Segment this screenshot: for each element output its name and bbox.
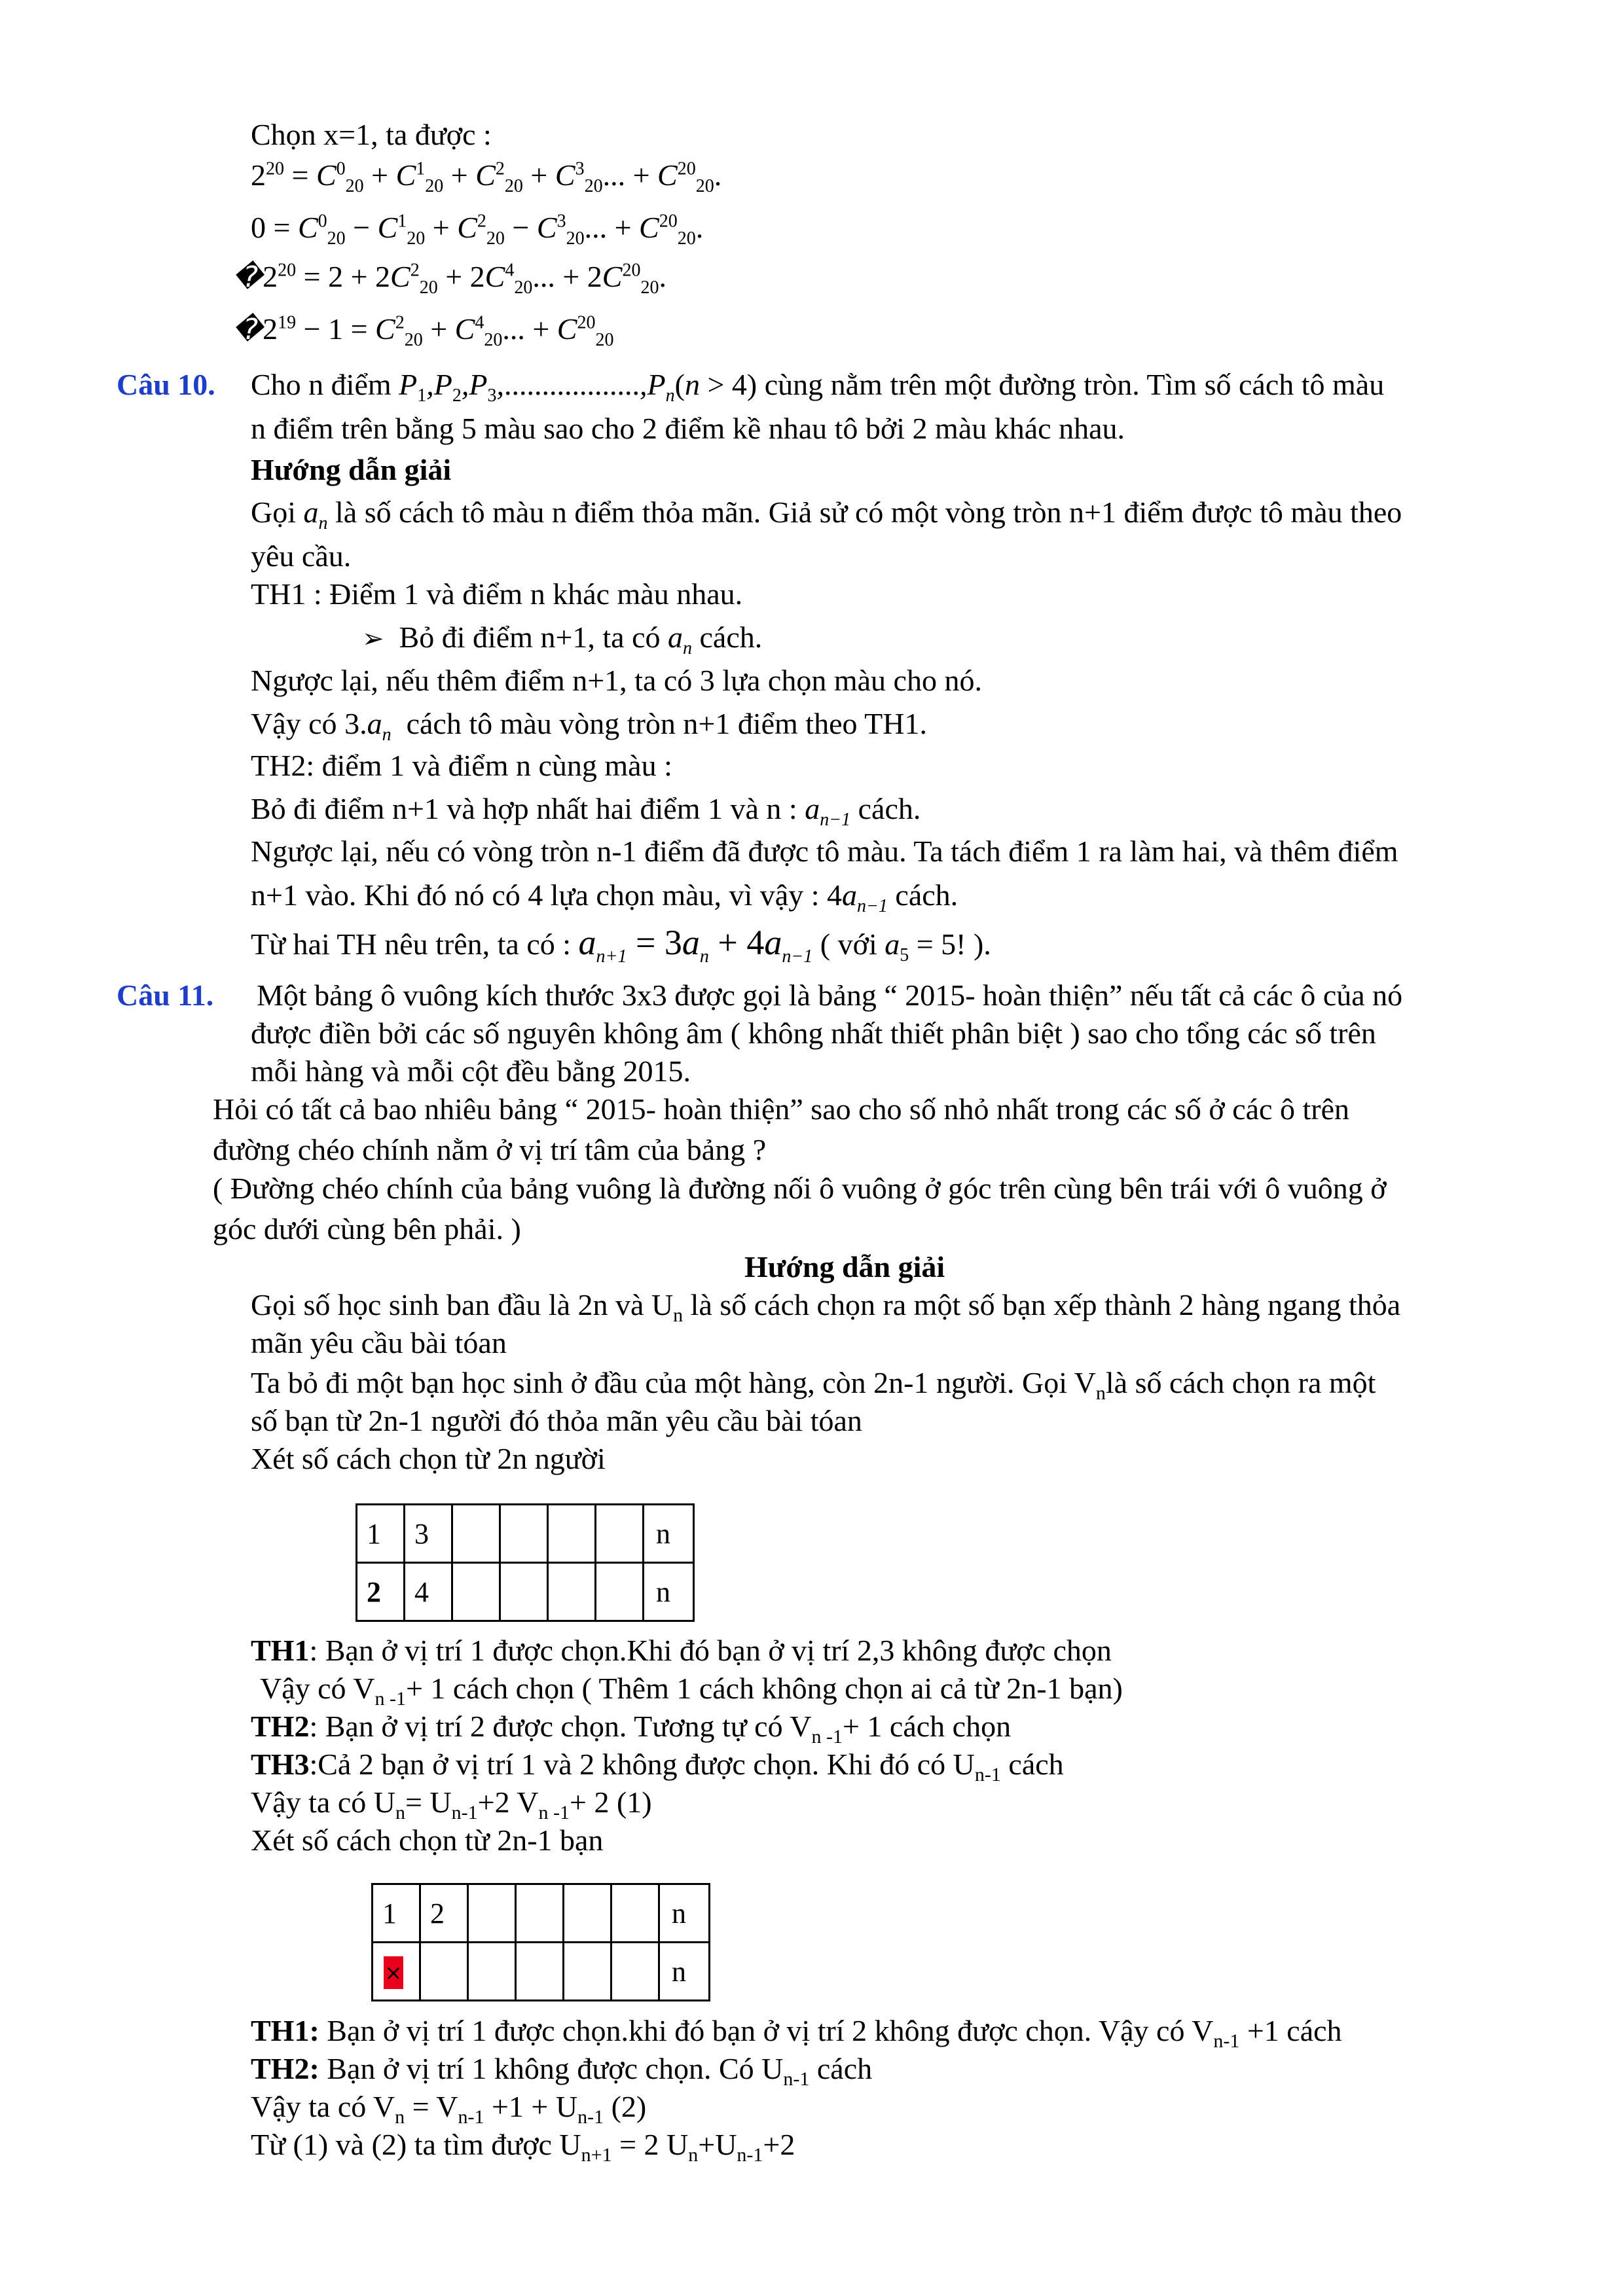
text-line: Chọn x=1, ta được : [251,118,492,151]
formula-result: $�2^{19} - 1 = C^2_{20} + C^4_{20}$... + $C^{20}_{20}$ [233,312,614,351]
table-cell: n [659,1884,710,1943]
seating-table-2n-minus-1 [371,1883,710,2001]
text-line: Từ (1) và (2) ta tìm được $U_{n+1} = 2$ $U_n+U_{n-1}+2$ [251,2128,795,2166]
table-cell: 2 [420,1884,468,1943]
table-cell [596,1563,644,1621]
formula-alternating: $0 = C^0_{20} - C^1_{20} + C^2_{20} - C^3_{20}$... + $C^{20}_{20}$. [251,211,704,249]
table-cell [564,1884,611,1943]
text-line: Gọi $a_n$ là số cách tô màu n điểm thỏa mãn. Giả sử có một vòng tròn n+1 điểm được tô màu theo [251,495,1402,534]
table-cell: n [659,1943,710,2001]
question-10-line [117,367,215,403]
table-cell [516,1884,564,1943]
text-line: n+1 vào. Khi đó nó có 4 lựa chọn màu, vì vậy : $4a_{n-1}$ cách. [251,878,958,917]
question-11-line [117,977,213,1014]
table-cell [373,1943,420,2001]
question-10-text: Cho n điểm $P_1,P_2,P_3,..................,P_n(n > 4)$ cùng nằm trên một đường tròn. Tìm số cách tô màu [251,368,1385,406]
bullet-line: ➢ Bỏ đi điểm n+1, ta có $a_n$ cách. [362,620,763,659]
section-heading: Hướng dẫn giải [251,453,452,486]
text-line: TH1 : Điểm 1 và điểm n khác màu nhau. [251,577,743,611]
question-label: Câu 11. [117,978,214,1012]
text-line: Vậy ta có $U_n= U_{n-1}+2$ $V_{n -1}+ 2$ (1) [251,1785,652,1823]
table-cell: n [644,1563,694,1621]
formula-even-sum: $�2^{20} = 2 + 2C^2_{20} + 2C^4_{20}$... + $2C^{20}_{20}$. [233,260,666,298]
table-cell: 1 [357,1505,405,1563]
table-cell [500,1505,548,1563]
question-label: Câu 10. [117,368,215,401]
text-line: Ngược lại, nếu có vòng tròn n-1 điểm đã được tô màu. Ta tách điểm 1 ra làm hai, và thêm điểm [251,834,1398,868]
recurrence-line: Từ hai TH nêu trên, ta có : $a_{n+1} = 3a_n + 4a_{n-1}$ ( với $a_5 = 5$! ). [251,923,991,967]
text-line: Xét số cách chọn từ 2n người [251,1442,606,1475]
formula-sum-all: $2^{20} = C^0_{20} + C^1_{20} + C^2_{20} + C^3_{20}$... + $C^{20}_{20}$. [251,158,722,197]
table-cell: 3 [405,1505,452,1563]
text-line: TH3:Cả 2 bạn ở vị trí 1 và 2 không được chọn. Khi đó có $U_{n-1}$ cách [251,1748,1064,1785]
table-cell: 2 [357,1563,405,1621]
text-line: Vậy có $V_{n -1}+ 1$ cách chọn ( Thêm 1 cách không chọn ai cả từ 2n-1 bạn) [260,1672,1123,1710]
text-line: số bạn từ 2n-1 người đó thỏa mãn yêu cầu bài tóan [251,1404,862,1437]
text-line: đường chéo chính nằm ở vị trí tâm của bảng ? [213,1133,767,1166]
table-cell [468,1884,516,1943]
seating-table-2n [356,1503,695,1622]
text-line: yêu cầu. [251,539,352,573]
text-line: TH2: Bạn ở vị trí 2 được chọn. Tương tự có $V_{n -1}+ 1$ cách chọn [251,1710,1012,1748]
table-row [357,1563,694,1621]
text-line: TH1: Bạn ở vị trí 1 được chọn.Khi đó bạn ở vị trí 2,3 không được chọn [251,1634,1112,1667]
table-cell [452,1563,500,1621]
table-cell [611,1884,659,1943]
text-line: ( Đường chéo chính của bảng vuông là đường nối ô vuông ở góc trên cùng bên trái với ô vuông ở [213,1172,1387,1205]
section-heading: Hướng dẫn giải [744,1250,945,1283]
table-cell [500,1563,548,1621]
table-cell [564,1943,611,2001]
text-line: góc dưới cùng bên phải. ) [213,1212,521,1246]
table-cell: n [644,1505,694,1563]
table-cell: 1 [373,1884,420,1943]
text-line: TH2: Bạn ở vị trí 1 không được chọn. Có $U_{n-1}$ cách [251,2052,873,2090]
text-line: TH2: điểm 1 và điểm n cùng màu : [251,749,672,782]
question-11-text: Một bảng ô vuông kích thước 3x3 được gọi là bảng “ 2015- hoàn thiện” nếu tất cả các ô của nó [257,978,1403,1012]
text-line: Bỏ đi điểm n+1 và hợp nhất hai điểm 1 và n : $a_{n-1}$ cách. [251,792,921,831]
table-row [357,1505,694,1563]
text-line: TH1: Bạn ở vị trí 1 được chọn.khi đó bạn ở vị trí 2 không được chọn. Vậy có $V_{n-1} +1$ cách [251,2014,1342,2052]
table-cell [516,1943,564,2001]
replacement-char-icon: � [233,260,263,294]
replacement-char-icon: � [233,313,263,346]
table-cell: 4 [405,1563,452,1621]
table-cell [468,1943,516,2001]
table-cell [548,1563,596,1621]
table-row [373,1943,710,2001]
text-line: Ta bỏ đi một bạn học sinh ở đầu của một hàng, còn 2n-1 người. Gọi $V_nlà$ số cách chọn ra một [251,1366,1376,1404]
text-line: Hỏi có tất cả bao nhiêu bảng “ 2015- hoàn thiện” sao cho số nhỏ nhất trong các số ở các ô trên [213,1092,1349,1126]
text-line: mỗi hàng và mỗi cột đều bằng 2015. [251,1054,691,1088]
text-line: mãn yêu cầu bài tóan [251,1326,507,1359]
text-line: được điền bởi các số nguyên không âm ( không nhất thiết phân biệt ) sao cho tổng các số trên [251,1016,1376,1050]
cross-mark-icon: × [384,1956,403,1989]
table-cell [452,1505,500,1563]
text-line: n điểm trên bằng 5 màu sao cho 2 điểm kề nhau tô bởi 2 màu khác nhau. [251,412,1125,445]
table-cell [548,1505,596,1563]
table-cell [611,1943,659,2001]
table-cell [420,1943,468,2001]
table-cell [596,1505,644,1563]
table-row [373,1884,710,1943]
text-line: Xét số cách chọn từ 2n-1 bạn [251,1823,604,1857]
text-line: Vậy ta có $V_n = V_{n-1} +1 + U_{n-1}$ (2) [251,2090,647,2128]
text-line: Ngược lại, nếu thêm điểm n+1, ta có 3 lựa chọn màu cho nó. [251,664,982,697]
text-line: Vậy có $3.a_n$ cách tô màu vòng tròn n+1 điểm theo TH1. [251,707,927,745]
text-line: Gọi số học sinh ban đầu là 2n và $U_n$ là số cách chọn ra một số bạn xếp thành 2 hàng ngang thỏa [251,1288,1401,1326]
arrowhead-bullet-icon: ➢ [362,624,384,654]
